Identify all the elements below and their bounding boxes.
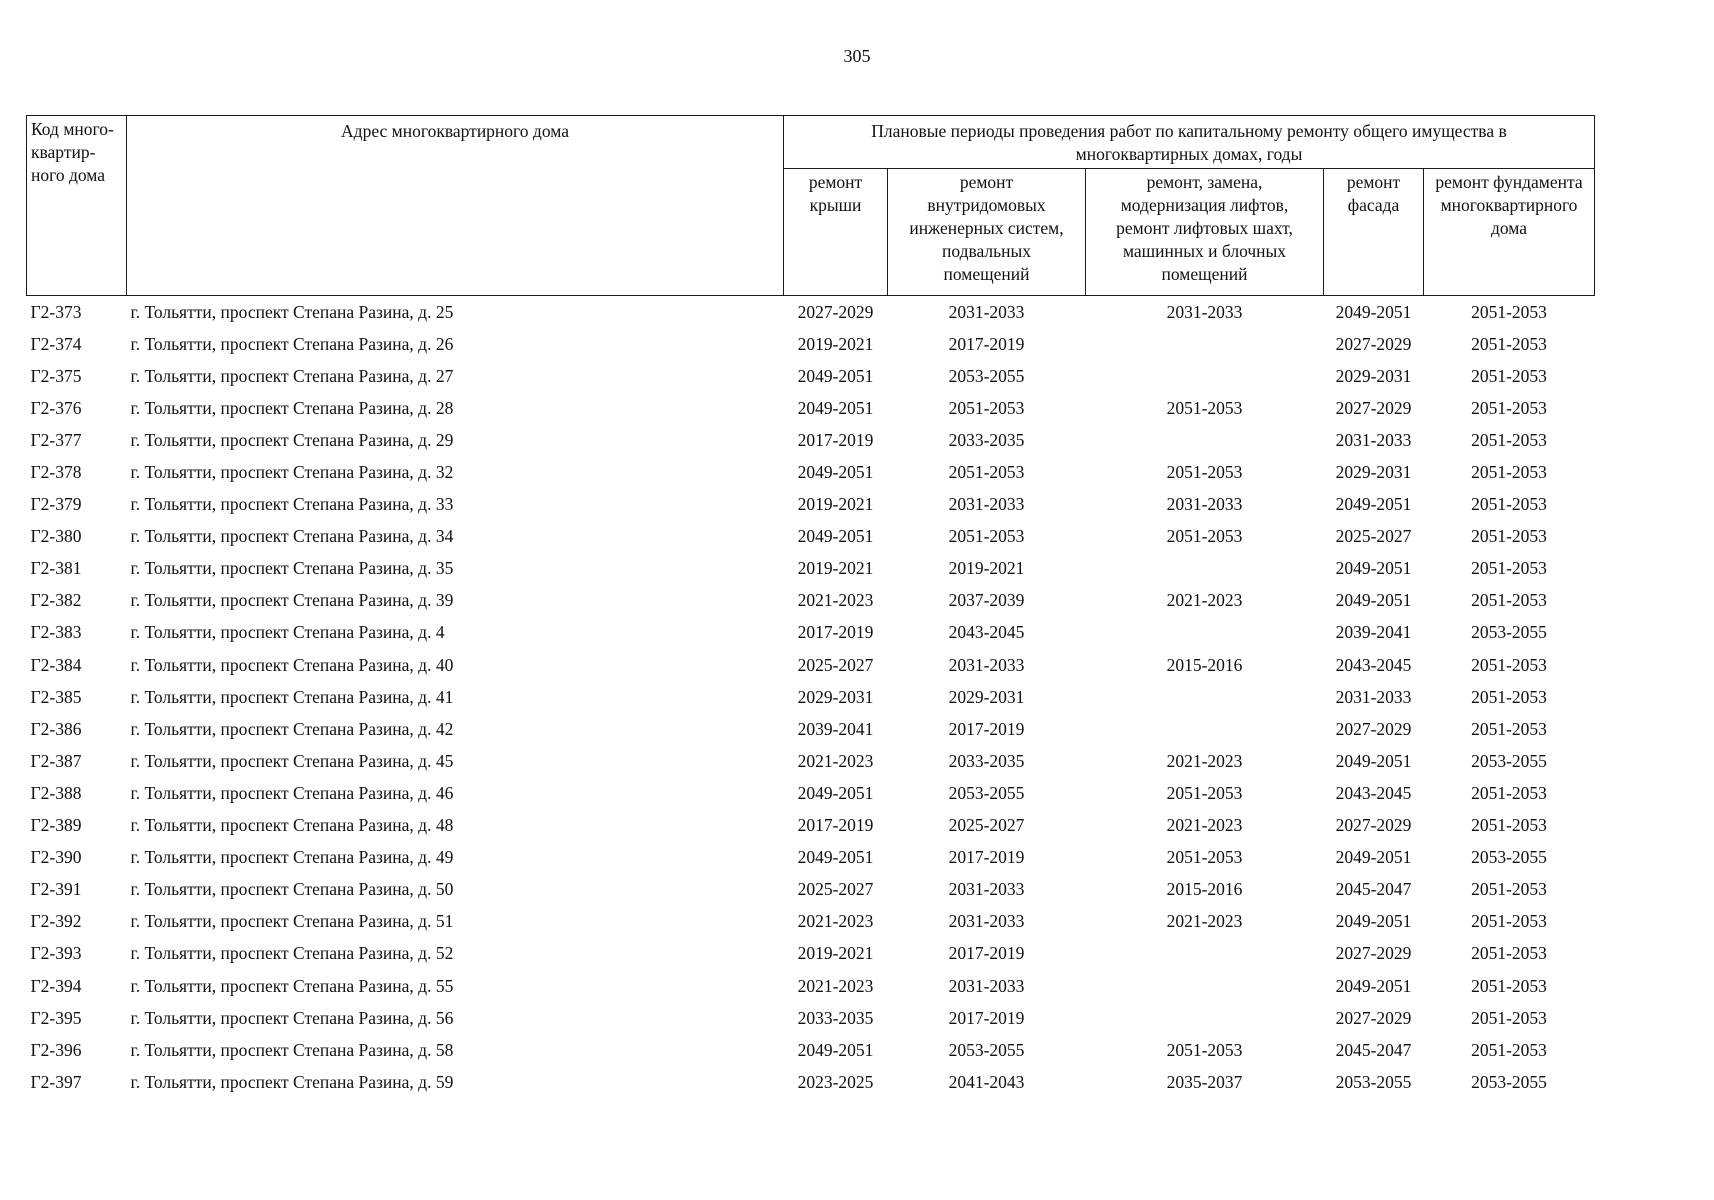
engineering-period-cell: 2025-2027 [948,815,1025,836]
engineering-period-cell: 2053-2055 [948,782,1025,803]
address-cell: г. Тольятти, проспект Степана Разина, д. 26 [130,333,454,354]
table-row [27,553,1595,585]
header-foundation-repair: ремонт фундамента многоквартирного дома [1424,169,1595,296]
foundation-period-cell: 2051-2053 [1471,879,1547,900]
roof-period-cell: 2049-2051 [797,462,874,483]
engineering-period-cell: 2031-2033 [948,911,1025,932]
table-row [27,745,1595,777]
roof-period-cell: 2017-2019 [797,815,874,836]
foundation-period-cell: 2051-2053 [1471,975,1547,996]
address-cell: г. Тольятти, проспект Степана Разина, д. 41 [130,686,454,707]
table-row [27,777,1595,809]
address-cell: г. Тольятти, проспект Степана Разина, д. 25 [130,301,454,322]
address-cell: г. Тольятти, проспект Степана Разина, д. 58 [130,1039,454,1060]
address-cell: г. Тольятти, проспект Степана Разина, д. 48 [130,815,454,836]
table-row [27,1002,1595,1034]
engineering-period-cell: 2031-2033 [948,494,1025,515]
foundation-period-cell: 2051-2053 [1471,815,1547,836]
foundation-period-cell: 2053-2055 [1471,622,1547,643]
house-code-cell: Г2-379 [30,494,82,515]
foundation-period-cell: 2053-2055 [1471,1071,1547,1092]
lift-period-cell: 2051-2053 [1166,526,1243,547]
lift-period-cell: 2015-2016 [1166,879,1243,900]
foundation-period-cell: 2051-2053 [1471,686,1547,707]
lift-period-cell: 2031-2033 [1166,301,1243,322]
engineering-period-cell: 2051-2053 [948,526,1025,547]
address-cell: г. Тольятти, проспект Степана Разина, д. 51 [130,911,454,932]
lift-period-cell [1086,970,1324,1002]
house-code-cell: Г2-378 [30,462,82,483]
facade-period-cell: 2045-2047 [1335,879,1412,900]
table-row [27,585,1595,617]
house-code-cell: Г2-392 [30,911,82,932]
house-code-cell: Г2-386 [30,718,82,739]
foundation-period-cell: 2051-2053 [1471,494,1547,515]
facade-period-cell: 2027-2029 [1335,943,1412,964]
house-code-cell: Г2-375 [30,365,82,386]
roof-period-cell: 2049-2051 [797,847,874,868]
header-lift-repair: ремонт, замена, модернизация лифтов, ремонт лифтовых шахт, машинных и блочных помещений [1086,169,1324,296]
facade-period-cell: 2049-2051 [1335,975,1412,996]
foundation-period-cell: 2051-2053 [1471,911,1547,932]
table-row [27,906,1595,938]
house-code-cell: Г2-380 [30,526,82,547]
house-code-cell: Г2-381 [30,558,82,579]
facade-period-cell: 2027-2029 [1335,718,1412,739]
roof-period-cell: 2023-2025 [797,1071,874,1092]
facade-period-cell: 2049-2051 [1335,558,1412,579]
header-house-code: Код много- квартир- ного дома [27,116,127,296]
table-row [27,874,1595,906]
repair-schedule-table-wrap [26,115,1595,1098]
house-code-cell: Г2-390 [30,847,82,868]
foundation-period-cell: 2051-2053 [1471,718,1547,739]
table-row [27,456,1595,488]
house-code-cell: Г2-384 [30,654,82,675]
house-code-cell: Г2-373 [30,301,82,322]
table-row [27,681,1595,713]
table-row [27,360,1595,392]
table-row [27,617,1595,649]
foundation-period-cell: 2051-2053 [1471,397,1547,418]
table-row [27,392,1595,424]
roof-period-cell: 2017-2019 [797,622,874,643]
foundation-period-cell: 2051-2053 [1471,333,1547,354]
engineering-period-cell: 2031-2033 [948,301,1025,322]
foundation-period-cell: 2051-2053 [1471,462,1547,483]
facade-period-cell: 2025-2027 [1335,526,1412,547]
address-cell: г. Тольятти, проспект Степана Разина, д. 50 [130,879,454,900]
engineering-period-cell: 2053-2055 [948,1039,1025,1060]
table-row [27,1066,1595,1098]
table-row [27,810,1595,842]
facade-period-cell: 2049-2051 [1335,590,1412,611]
foundation-period-cell: 2051-2053 [1471,365,1547,386]
lift-period-cell [1086,681,1324,713]
address-cell: г. Тольятти, проспект Степана Разина, д. 29 [130,429,454,450]
roof-period-cell: 2049-2051 [797,365,874,386]
roof-period-cell: 2019-2021 [797,333,874,354]
foundation-period-cell: 2051-2053 [1471,526,1547,547]
address-cell: г. Тольятти, проспект Степана Разина, д. 28 [130,397,454,418]
roof-period-cell: 2021-2023 [797,590,874,611]
engineering-period-cell: 2017-2019 [948,718,1025,739]
foundation-period-cell: 2051-2053 [1471,943,1547,964]
address-cell: г. Тольятти, проспект Степана Разина, д. 4 [130,622,445,643]
table-row [27,521,1595,553]
lift-period-cell: 2015-2016 [1166,654,1243,675]
facade-period-cell: 2043-2045 [1335,782,1412,803]
facade-period-cell: 2031-2033 [1335,429,1412,450]
lift-period-cell [1086,938,1324,970]
facade-period-cell: 2029-2031 [1335,365,1412,386]
house-code-cell: Г2-382 [30,590,82,611]
house-code-cell: Г2-377 [30,429,82,450]
lift-period-cell [1086,328,1324,360]
facade-period-cell: 2027-2029 [1335,397,1412,418]
house-code-cell: Г2-393 [30,943,82,964]
foundation-period-cell: 2051-2053 [1471,429,1547,450]
roof-period-cell: 2025-2027 [797,654,874,675]
address-cell: г. Тольятти, проспект Степана Разина, д. 34 [130,526,454,547]
engineering-period-cell: 2041-2043 [948,1071,1025,1092]
house-code-cell: Г2-396 [30,1039,82,1060]
facade-period-cell: 2027-2029 [1335,1007,1412,1028]
facade-period-cell: 2049-2051 [1335,911,1412,932]
address-cell: г. Тольятти, проспект Степана Разина, д. 42 [130,718,454,739]
facade-period-cell: 2049-2051 [1335,301,1412,322]
facade-period-cell: 2049-2051 [1335,847,1412,868]
facade-period-cell: 2027-2029 [1335,333,1412,354]
roof-period-cell: 2021-2023 [797,911,874,932]
table-row [27,1034,1595,1066]
roof-period-cell: 2019-2021 [797,943,874,964]
repair-schedule-table [26,115,1595,1098]
foundation-period-cell: 2051-2053 [1471,1039,1547,1060]
table-row [27,296,1595,329]
foundation-period-cell: 2051-2053 [1471,654,1547,675]
lift-period-cell: 2051-2053 [1166,462,1243,483]
roof-period-cell: 2049-2051 [797,782,874,803]
lift-period-cell: 2021-2023 [1166,750,1243,771]
house-code-cell: Г2-394 [30,975,82,996]
roof-period-cell: 2049-2051 [797,1039,874,1060]
roof-period-cell: 2021-2023 [797,750,874,771]
roof-period-cell: 2017-2019 [797,429,874,450]
lift-period-cell: 2021-2023 [1166,590,1243,611]
table-body [27,296,1595,1099]
roof-period-cell: 2029-2031 [797,686,874,707]
facade-period-cell: 2049-2051 [1335,494,1412,515]
address-cell: г. Тольятти, проспект Степана Разина, д. 46 [130,782,454,803]
house-code-cell: Г2-374 [30,333,82,354]
engineering-period-cell: 2017-2019 [948,847,1025,868]
engineering-period-cell: 2031-2033 [948,879,1025,900]
house-code-cell: Г2-385 [30,686,82,707]
house-code-cell: Г2-383 [30,622,82,643]
lift-period-cell [1086,1002,1324,1034]
engineering-period-cell: 2017-2019 [948,333,1025,354]
house-code-cell: Г2-391 [30,879,82,900]
table-row [27,328,1595,360]
engineering-period-cell: 2037-2039 [948,590,1025,611]
table-row [27,424,1595,456]
page-number: 305 [843,46,871,66]
lift-period-cell: 2051-2053 [1166,397,1243,418]
roof-period-cell: 2049-2051 [797,397,874,418]
table-row [27,713,1595,745]
address-cell: г. Тольятти, проспект Степана Разина, д. 39 [130,590,454,611]
house-code-cell: Г2-376 [30,397,82,418]
foundation-period-cell: 2053-2055 [1471,847,1547,868]
house-code-cell: Г2-397 [30,1071,82,1092]
roof-period-cell: 2025-2027 [797,879,874,900]
facade-period-cell: 2053-2055 [1335,1071,1412,1092]
header-planned-periods: Плановые периоды проведения работ по капитальному ремонту общего имущества в многоквартирных домах, годы [784,116,1595,169]
header-facade-repair: ремонт фасада [1324,169,1424,296]
engineering-period-cell: 2031-2033 [948,654,1025,675]
roof-period-cell: 2049-2051 [797,526,874,547]
lift-period-cell: 2021-2023 [1166,911,1243,932]
header-engineering-systems-repair: ремонт внутридомовых инженерных систем, подвальных помещений [888,169,1086,296]
engineering-period-cell: 2043-2045 [948,622,1025,643]
house-code-cell: Г2-388 [30,782,82,803]
address-cell: г. Тольятти, проспект Степана Разина, д. 55 [130,975,454,996]
roof-period-cell: 2039-2041 [797,718,874,739]
roof-period-cell: 2019-2021 [797,558,874,579]
engineering-period-cell: 2017-2019 [948,943,1025,964]
lift-period-cell [1086,617,1324,649]
table-row [27,842,1595,874]
lift-period-cell: 2031-2033 [1166,494,1243,515]
engineering-period-cell: 2053-2055 [948,365,1025,386]
foundation-period-cell: 2051-2053 [1471,558,1547,579]
engineering-period-cell: 2051-2053 [948,397,1025,418]
engineering-period-cell: 2051-2053 [948,462,1025,483]
lift-period-cell: 2051-2053 [1166,782,1243,803]
roof-period-cell: 2027-2029 [797,301,874,322]
address-cell: г. Тольятти, проспект Степана Разина, д. 27 [130,365,454,386]
house-code-cell: Г2-387 [30,750,82,771]
address-cell: г. Тольятти, проспект Степана Разина, д. 45 [130,750,454,771]
lift-period-cell [1086,553,1324,585]
facade-period-cell: 2045-2047 [1335,1039,1412,1060]
table-row [27,489,1595,521]
facade-period-cell: 2031-2033 [1335,686,1412,707]
house-code-cell: Г2-395 [30,1007,82,1028]
engineering-period-cell: 2019-2021 [948,558,1025,579]
engineering-period-cell: 2017-2019 [948,1007,1025,1028]
foundation-period-cell: 2051-2053 [1471,301,1547,322]
foundation-period-cell: 2051-2053 [1471,590,1547,611]
foundation-period-cell: 2051-2053 [1471,1007,1547,1028]
table-header [27,116,1595,296]
engineering-period-cell: 2033-2035 [948,429,1025,450]
address-cell: г. Тольятти, проспект Степана Разина, д. 52 [130,943,454,964]
lift-period-cell: 2021-2023 [1166,815,1243,836]
lift-period-cell [1086,360,1324,392]
facade-period-cell: 2049-2051 [1335,750,1412,771]
engineering-period-cell: 2031-2033 [948,975,1025,996]
facade-period-cell: 2029-2031 [1335,462,1412,483]
table-row [27,970,1595,1002]
header-roof-repair: ремонт крыши [784,169,888,296]
house-code-cell: Г2-389 [30,815,82,836]
lift-period-cell: 2035-2037 [1166,1071,1243,1092]
facade-period-cell: 2039-2041 [1335,622,1412,643]
address-cell: г. Тольятти, проспект Степана Разина, д. 49 [130,847,454,868]
table-row [27,938,1595,970]
address-cell: г. Тольятти, проспект Степана Разина, д. 56 [130,1007,454,1028]
foundation-period-cell: 2051-2053 [1471,782,1547,803]
lift-period-cell [1086,713,1324,745]
engineering-period-cell: 2033-2035 [948,750,1025,771]
lift-period-cell: 2051-2053 [1166,847,1243,868]
address-cell: г. Тольятти, проспект Степана Разина, д. 59 [130,1071,454,1092]
roof-period-cell: 2019-2021 [797,494,874,515]
header-address: Адрес многоквартирного дома [127,116,784,296]
address-cell: г. Тольятти, проспект Степана Разина, д. 32 [130,462,454,483]
address-cell: г. Тольятти, проспект Степана Разина, д. 33 [130,494,454,515]
lift-period-cell [1086,424,1324,456]
facade-period-cell: 2043-2045 [1335,654,1412,675]
roof-period-cell: 2021-2023 [797,975,874,996]
address-cell: г. Тольятти, проспект Степана Разина, д. 40 [130,654,454,675]
engineering-period-cell: 2029-2031 [948,686,1025,707]
facade-period-cell: 2027-2029 [1335,815,1412,836]
table-row [27,649,1595,681]
foundation-period-cell: 2053-2055 [1471,750,1547,771]
lift-period-cell: 2051-2053 [1166,1039,1243,1060]
roof-period-cell: 2033-2035 [797,1007,874,1028]
address-cell: г. Тольятти, проспект Степана Разина, д. 35 [130,558,454,579]
